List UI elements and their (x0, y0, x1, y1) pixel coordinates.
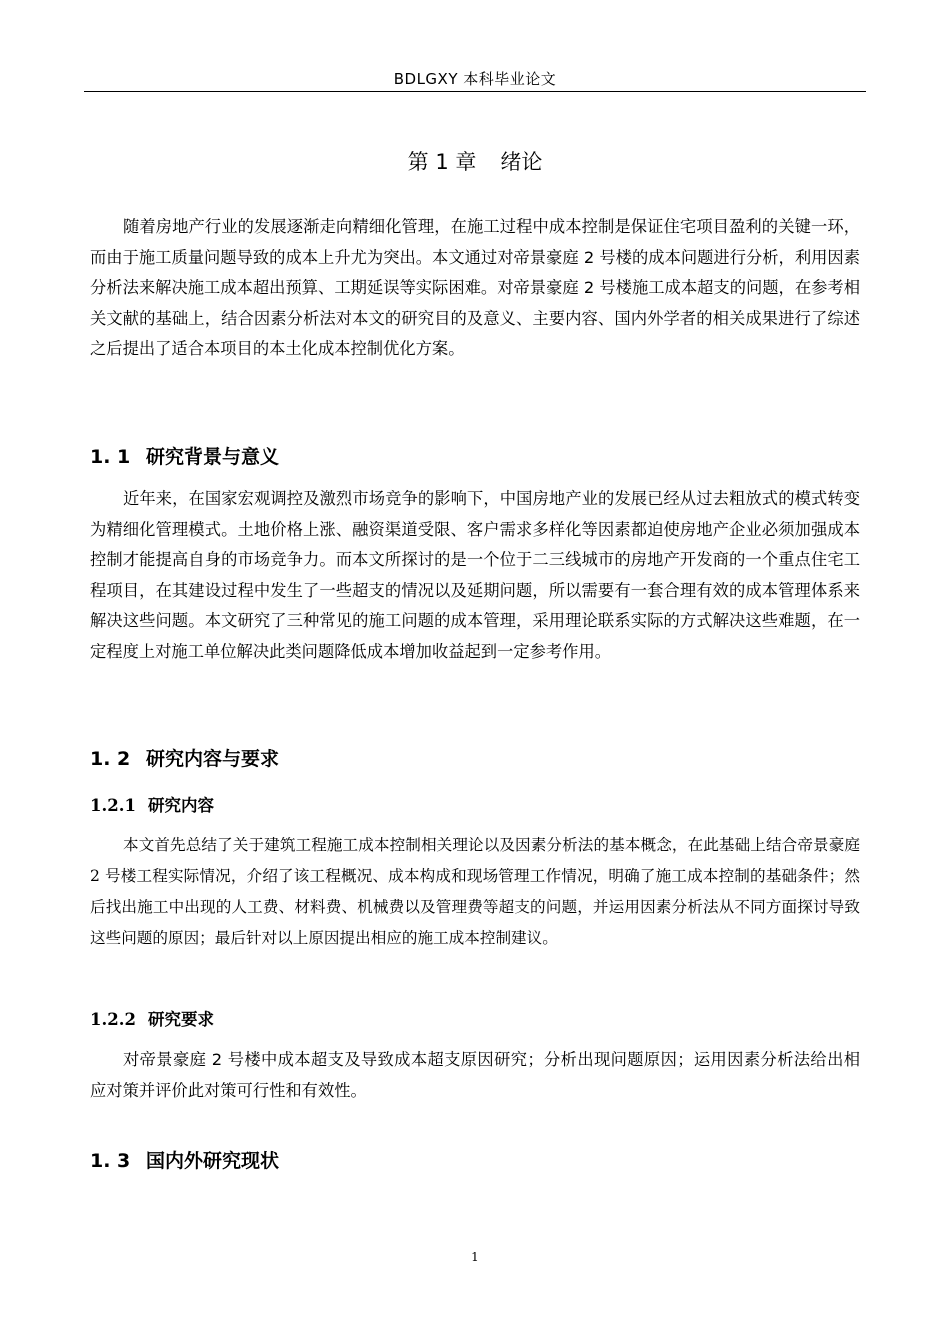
section-number: 1. 3 (90, 1150, 131, 1172)
section-1-2-1-paragraph: 本文首先总结了关于建筑工程施工成本控制相关理论以及因素分析法的基本概念，在此基础上结合帝景豪庭 2 号楼工程实际情况，介绍了该工程概况、成本构成和现场管理工作情况，明确了施工成本控制的基础条件；然后找出施工中出现的人工费、材料费、机械费以及管理费等超支的问题，并运用因素分析法从不同方面探讨导致这些问题的原因；最后针对以上原因提出相应的施工成本控制建议。 (90, 836, 860, 947)
subsection-title: 研究内容 (148, 796, 214, 815)
chapter-name: 绪论 (500, 150, 543, 174)
header-divider (84, 91, 866, 92)
section-heading-1-2 (90, 744, 279, 774)
subsection-number: 1.2.1 (90, 796, 136, 815)
section-title: 研究内容与要求 (146, 748, 280, 770)
subsection-heading-1-2-1 (90, 792, 214, 820)
section-1-1-paragraph: 近年来，在国家宏观调控及激烈市场竞争的影响下，中国房地产业的发展已经从过去粗放式的模式转变为精细化管理模式。土地价格上涨、融资渠道受限、客户需求多样化等因素都迫使房地产企业必须加强成本控制才能提高自身的市场竞争力。而本文所探讨的是一个位于二三线城市的房地产开发商的一个重点住宅工程项目，在其建设过程中发生了一些超支的情况以及延期问题，所以需要有一套合理有效的成本管理体系来解决这些问题。本文研究了三种常见的施工问题的成本管理，采用理论联系实际的方式解决这些难题，在一定程度上对施工单位解决此类问题降低成本增加收益起到一定参考作用。 (90, 489, 860, 661)
section-number: 1. 2 (90, 748, 131, 770)
intro-paragraph: 随着房地产行业的发展逐渐走向精细化管理，在施工过程中成本控制是保证住宅项目盈利的关键一环，而由于施工质量问题导致的成本上升尤为突出。本文通过对帝景豪庭 2 号楼的成本问题进行分析，利用因素分析法来解决施工成本超出预算、工期延误等实际困难。对帝景豪庭 2 号楼施工成本超支的问题，在参考相关文献的基础上，结合因素分析法对本文的研究目的及意义、主要内容、国内外学者的相关成果进行了综述之后提出了适合本项目的本土化成本控制优化方案。 (90, 217, 860, 358)
subsection-number: 1.2.2 (90, 1010, 136, 1029)
section-heading-1-3 (90, 1146, 279, 1176)
section-number: 1. 1 (90, 446, 131, 468)
subsection-title: 研究要求 (148, 1010, 214, 1029)
section-1-2-2-paragraph: 对帝景豪庭 2 号楼中成本超支及导致成本超支原因研究；分析出现问题原因；运用因素分析法给出相应对策并评价此对策可行性和有效性。 (90, 1050, 860, 1100)
section-heading-1-1 (90, 442, 279, 472)
chapter-number: 第 1 章 (407, 150, 477, 174)
running-header: BDLGXY 本科毕业论文 (393, 70, 557, 88)
page-number: 1 (471, 1250, 479, 1264)
section-title: 研究背景与意义 (146, 446, 280, 468)
subsection-heading-1-2-2 (90, 1006, 214, 1034)
chapter-title (84, 146, 866, 178)
section-title: 国内外研究现状 (146, 1150, 280, 1172)
